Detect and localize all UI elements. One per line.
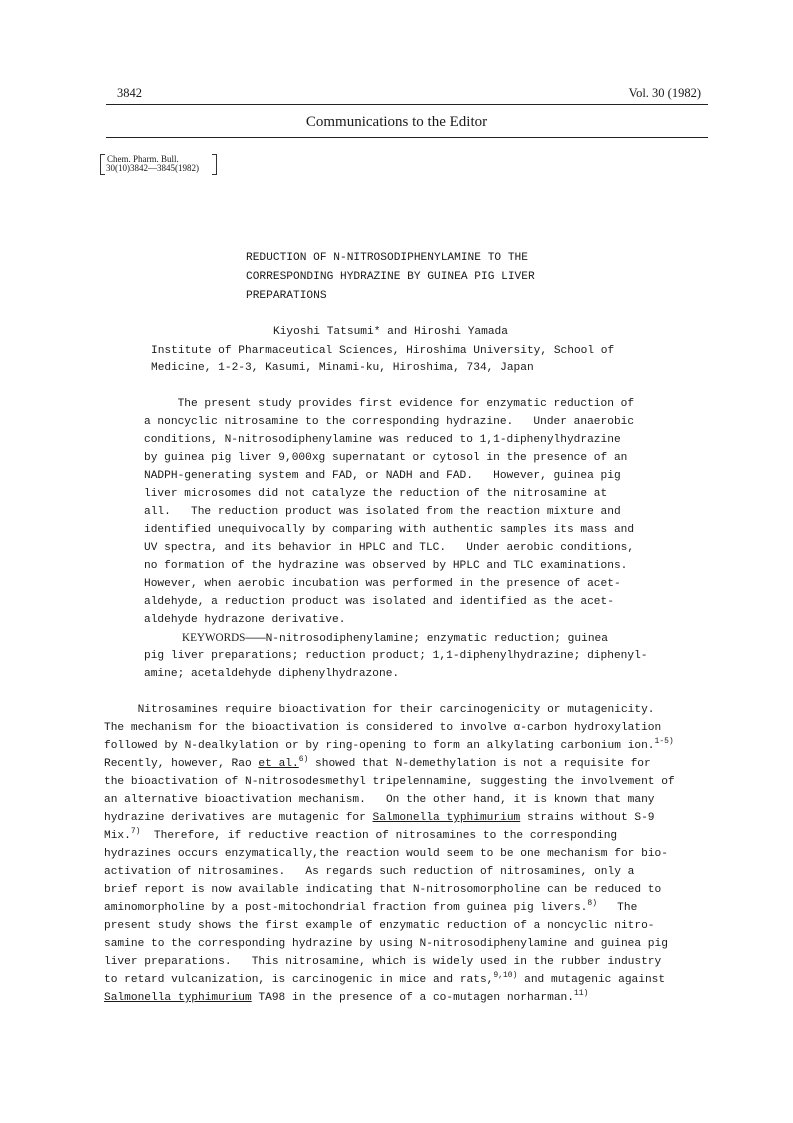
body-text-span: Mix. — [104, 830, 131, 842]
body-line: Nitrosamines require bioactivation for their carcinogenicity or mutagenicity. — [104, 704, 655, 716]
abstract-line: by guinea pig liver 9,000xg supernatant or cytosol in the presence of an — [144, 452, 628, 464]
body-text-span: strains without S-9 — [520, 812, 655, 824]
body-line — [104, 971, 666, 986]
body-line — [104, 755, 651, 770]
species-name: Salmonella typhimurium — [372, 812, 521, 824]
title-line: PREPARATIONS — [246, 290, 327, 302]
abstract-line: conditions, N-nitrosodiphenylamine was reduced to 1,1-diphenylhydrazine — [144, 434, 621, 446]
body-line: activation of nitrosamines. As regards such reduction of nitrosamines, only a — [104, 866, 635, 878]
body-line: hydrazines occurs enzymatically,the reaction would seem to be one mechanism for bio- — [104, 848, 668, 860]
body-text-span: Therefore, if reductive reaction of nitrosamines to the corresponding — [140, 830, 618, 842]
abstract-line: no formation of the hydrazine was observed by HPLC and TLC examinations. — [144, 560, 628, 572]
body-line: liver preparations. This nitrosamine, which is widely used in the rubber industry — [104, 956, 662, 968]
body-line: the bioactivation of N-nitrosodesmethyl tripelennamine, suggesting the involvement of — [104, 776, 675, 788]
title-line: CORRESPONDING HYDRAZINE BY GUINEA PIG LIVER — [246, 271, 535, 283]
body-text-span: showed that N-demethylation is not a requisite for — [308, 758, 651, 770]
abstract-line: all. The reduction product was isolated from the reaction mixture and — [144, 506, 621, 518]
abstract-line: However, when aerobic incubation was performed in the presence of acet- — [144, 578, 621, 590]
body-line: an alternative bioactivation mechanism. On the other hand, it is known that many — [104, 794, 655, 806]
keywords-text: N-nitrosodiphenylamine; enzymatic reduction; guinea — [265, 633, 608, 645]
body-text-span: and mutagenic against — [517, 974, 666, 986]
abstract-line: aldehyde, a reduction product was isolated and identified as the acet- — [144, 596, 614, 608]
keywords-line: amine; acetaldehyde diphenylhydrazone. — [144, 668, 400, 680]
affiliation-line: Institute of Pharmaceutical Sciences, Hiroshima University, School of — [151, 345, 615, 357]
body-line — [104, 827, 618, 842]
keywords-dash: ——— — [245, 633, 266, 645]
reference-marker: 1-5) — [654, 737, 674, 746]
body-line — [104, 737, 674, 752]
reference-marker: 8) — [587, 899, 597, 908]
body-text-span: to retard vulcanization, is carcinogenic in mice and rats, — [104, 974, 494, 986]
body-text-span: The — [597, 902, 638, 914]
body-text-span: followed by N-dealkylation or by ring-opening to form an alkylating carbonium ion. — [104, 740, 655, 752]
authors: Kiyoshi Tatsumi* and Hiroshi Yamada — [273, 326, 508, 338]
citation-volume: 30(10)3842—3845(1982) — [106, 163, 199, 173]
title-line: REDUCTION OF N-NITROSODIPHENYLAMINE TO THE — [246, 252, 528, 264]
body-line: samine to the corresponding hydrazine by using N-nitrosodiphenylamine and guinea pig — [104, 938, 668, 950]
keywords-label: KEYWORDS — [182, 632, 246, 644]
abstract-line: aldehyde hydrazone derivative. — [144, 614, 346, 626]
citation-journal: Chem. Pharm. Bull. — [107, 154, 179, 164]
abstract-line: a noncyclic nitrosamine to the corresponding hydrazine. Under anaerobic — [144, 416, 635, 428]
body-line — [104, 812, 655, 824]
et-al: et al. — [258, 758, 299, 770]
species-name: Salmonella typhimurium — [104, 992, 252, 1004]
reference-marker: 9,10) — [493, 971, 518, 980]
abstract-line: identified unequivocally by comparing with authentic samples its mass and — [144, 524, 635, 536]
body-text-span: aminomorpholine by a post-mitochondrial fraction from guinea pig livers. — [104, 902, 588, 914]
body-line: brief report is now available indicating that N-nitrosomorpholine can be reduced to — [104, 884, 662, 896]
keywords-line: pig liver preparations; reduction product; 1,1-diphenylhydrazine; diphenyl- — [144, 650, 648, 662]
reference-marker: 11) — [573, 989, 589, 998]
reference-marker: 6) — [298, 755, 309, 764]
abstract-line: UV spectra, and its behavior in HPLC and TLC. Under aerobic conditions, — [144, 542, 635, 554]
header-rule-bottom — [106, 137, 708, 138]
header-rule-top — [106, 104, 708, 105]
affiliation-line: Medicine, 1-2-3, Kasumi, Minami-ku, Hiroshima, 734, Japan — [151, 362, 534, 374]
keywords-line — [182, 632, 608, 645]
citation-bracket-right — [212, 154, 217, 175]
abstract-line: liver microsomes did not catalyze the reduction of the nitrosamine at — [144, 488, 608, 500]
body-line: The mechanism for the bioactivation is considered to involve α-carbon hydroxylation — [104, 722, 662, 734]
body-text-span: Recently, however, Rao — [104, 758, 259, 770]
body-line: present study shows the first example of enzymatic reduction of a noncyclic nitro- — [104, 920, 655, 932]
reference-marker: 7) — [130, 827, 141, 836]
abstract-line: NADPH-generating system and FAD, or NADH and FAD. However, guinea pig — [144, 470, 621, 482]
citation — [103, 155, 199, 173]
body-text-span: hydrazine derivatives are mutagenic for — [104, 812, 373, 824]
volume-label: Vol. 30 (1982) — [628, 86, 701, 100]
abstract-line: The present study provides first evidence for enzymatic reduction of — [144, 398, 635, 410]
section-title: Communications to the Editor — [305, 114, 488, 130]
body-line — [104, 899, 638, 914]
body-text-span: TA98 in the presence of a co-mutagen norharman. — [251, 992, 574, 1004]
page-number: 3842 — [117, 86, 142, 100]
body-line — [104, 989, 589, 1004]
